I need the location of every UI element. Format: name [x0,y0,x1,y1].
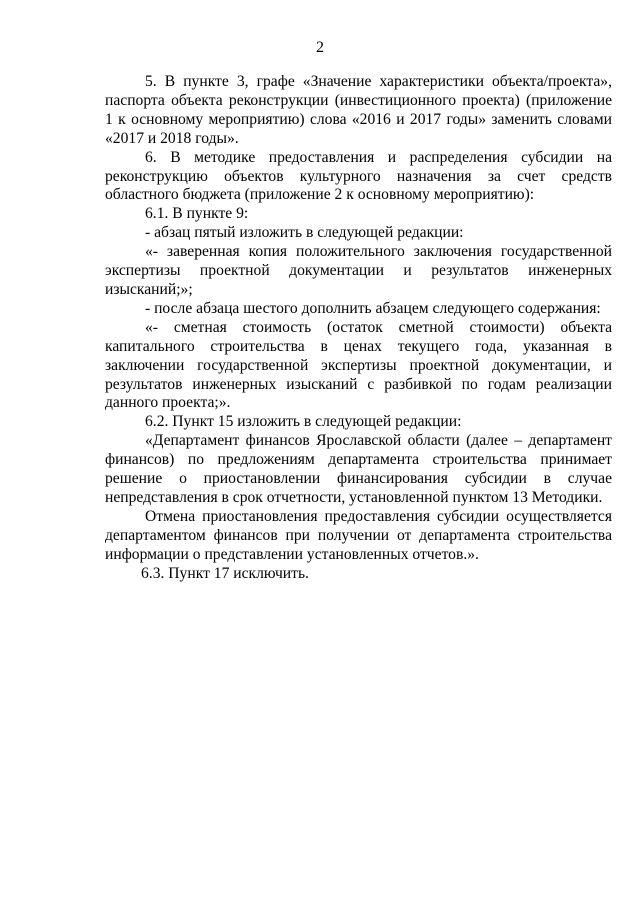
paragraph-quoted-text-4: Отмена приостановления предоставления субсидии осуществляется департаментом финансов при получении от департамента строительства информации о представлении установленных отчетов.». [105,507,612,563]
paragraph-item-5: 5. В пункте 3, графе «Значение характеристики объекта/проекта», паспорта объекта реконструкции (инвестиционного проекта) (приложение 1 к основному мероприятию) слова «2016 и 2017 годы» заменить словами «2017 и 2018 годы». [105,73,612,147]
page-number: 2 [316,39,324,56]
document-body [105,73,612,583]
paragraph-item-6-2: 6.2. Пункт 15 изложить в следующей редакции: [145,413,462,431]
paragraph-amendment-instruction-2: - после абзаца шестого дополнить абзацем следующего содержания: [145,299,601,317]
paragraph-quoted-text-1: «- заверенная копия положительного заключения государственной экспертизы проектной документации и результатов инженерных изысканий;»; [105,243,612,298]
paragraph-amendment-instruction-1: - абзац пятый изложить в следующей редакции: [145,224,464,242]
paragraph-item-6-1: 6.1. В пункте 9: [145,205,249,223]
paragraph-item-6: 6. В методике предоставления и распределения субсидии на реконструкцию объектов культурного назначения за счет средств областного бюджета (приложение 2 к основному мероприятию): [105,148,612,204]
paragraph-item-6-3: 6.3. Пункт 17 исключить. [141,564,309,582]
paragraph-quoted-text-2: «- сметная стоимость (остаток сметной стоимости) объекта капитального строительства в ценах текущего года, указанная в заключении государственной экспертизы проектной документации, и результатов инженерных изысканий с разбивкой по годам реализации данного проекта;». [105,318,612,412]
paragraph-quoted-text-3: «Департамент финансов Ярославской области (далее – департамент финансов) по предложениям департамента строительства принимает решение о приостановлении финансирования субсидии в случае непредставления в срок отчетности, установленной пунктом 13 Методики. [105,432,612,506]
